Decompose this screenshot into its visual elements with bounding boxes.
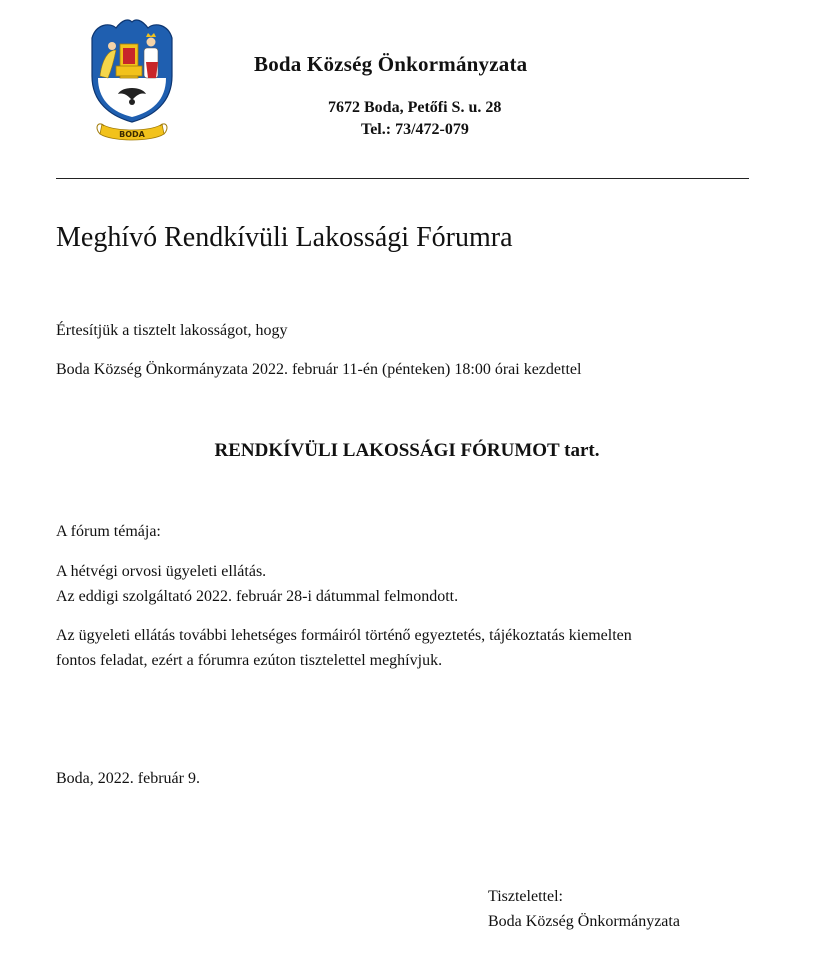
document-title: Meghívó Rendkívüli Lakossági Fórumra: [56, 222, 513, 253]
organization-phone: Tel.: 73/472-079: [361, 121, 469, 138]
svg-text:BODA: BODA: [119, 130, 145, 139]
forum-heading: RENDKÍVÜLI LAKOSSÁGI FÓRUMOT tart.: [214, 440, 600, 461]
organization-name: Boda Község Önkormányzata: [254, 52, 528, 76]
organization-address: 7672 Boda, Petőfi S. u. 28: [328, 99, 502, 116]
paragraph-line-1: Az ügyeleti ellátás további lehetséges formáiról történő egyeztetés, tájékoztatás kiemelten: [56, 627, 632, 644]
topic-label: A fórum témája:: [56, 523, 161, 540]
intro-line-2: Boda Község Önkormányzata 2022. február 11-én (pénteken) 18:00 órai kezdettel: [56, 361, 582, 378]
closing-greeting: Tisztelettel:: [488, 888, 563, 905]
topic-line-2: Az eddigi szolgáltató 2022. február 28-i dátummal felmondott.: [56, 588, 459, 605]
intro-line-1: Értesítjük a tisztelt lakosságot, hogy: [56, 322, 288, 339]
signer-name: Boda Község Önkormányzata: [488, 913, 680, 930]
paragraph-line-2: fontos feladat, ezért a fórumra ezúton tisztelettel meghívjuk.: [56, 652, 443, 669]
document-date: Boda, 2022. február 9.: [56, 770, 200, 787]
header-divider: [56, 178, 749, 179]
coat-of-arms-icon: [82, 16, 182, 148]
topic-line-1: A hétvégi orvosi ügyeleti ellátás.: [56, 563, 267, 580]
